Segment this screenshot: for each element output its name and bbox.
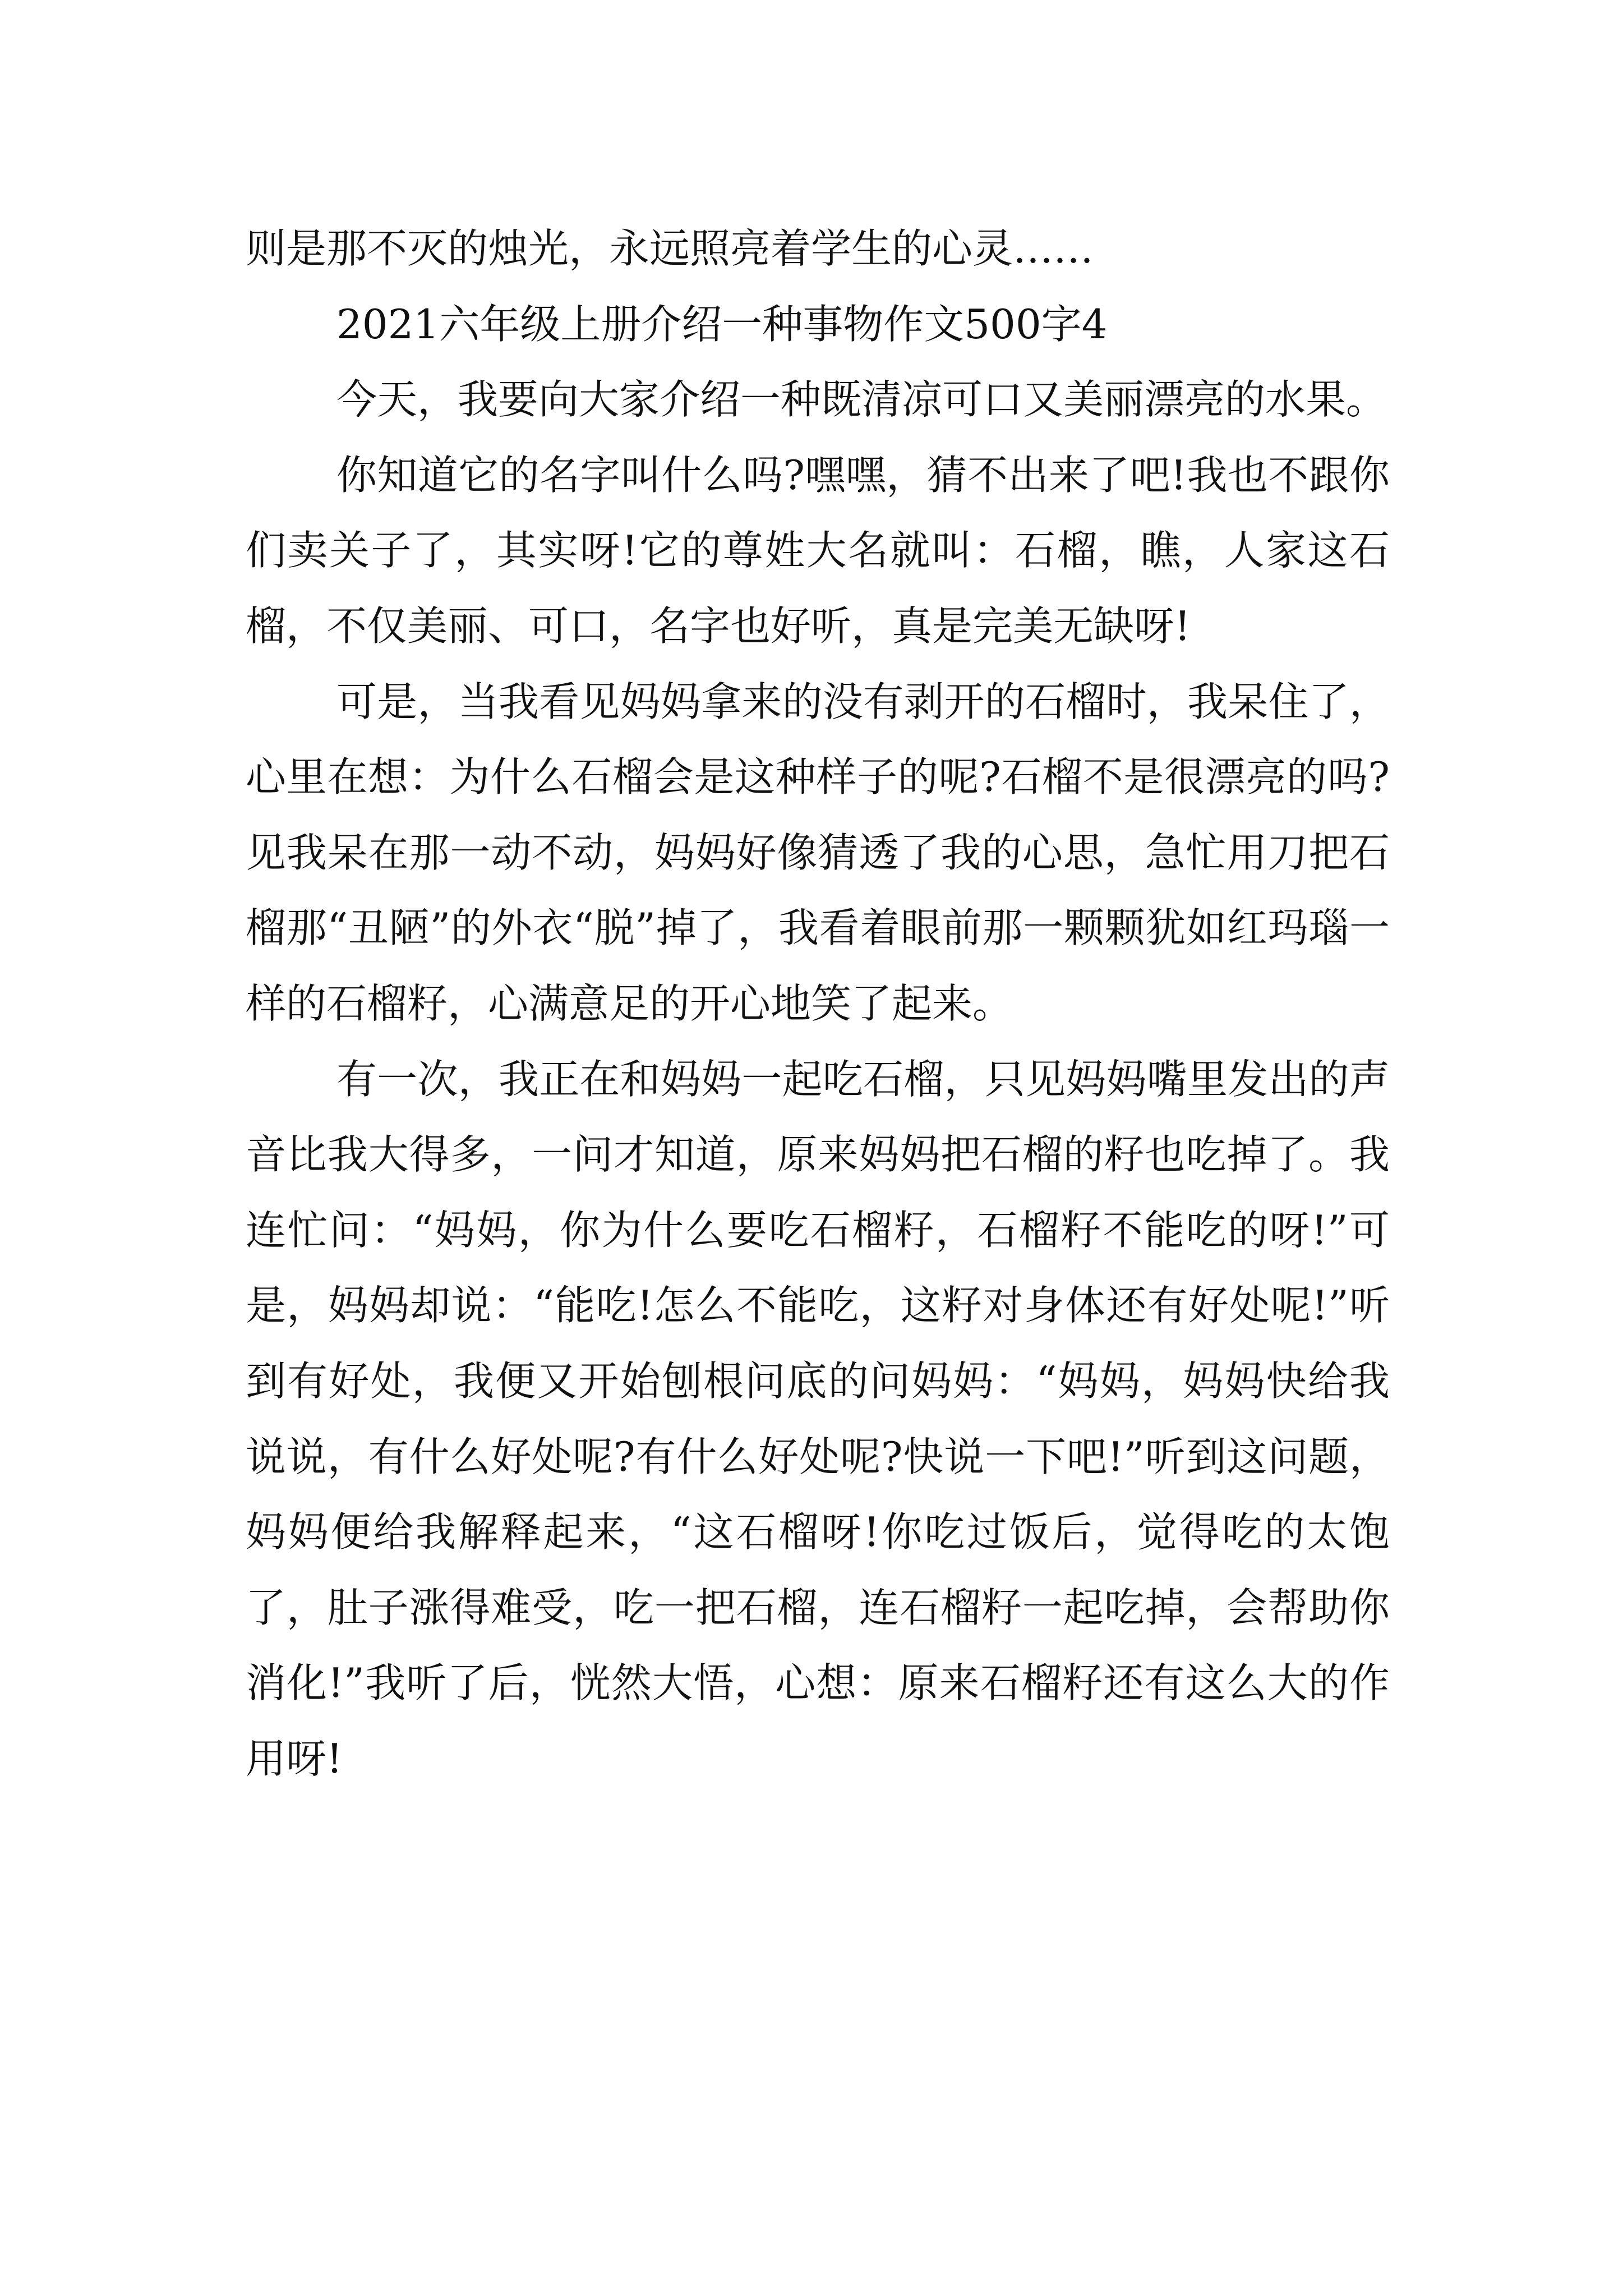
- paragraph-seeds: 有一次，我正在和妈妈一起吃石榴，只见妈妈嘴里发出的声音比我大得多，一问才知道，原来妈妈把石榴的籽也吃掉了。我连忙问：“妈妈，你为什么要吃石榴籽，石榴籽不能吃的呀!”可是，妈妈却说：“能吃!怎么不能吃，这籽对身体还有好处呢!”听到有好处，我便又开始刨根问底的问妈妈：“妈妈，妈妈快给我说说，有什么好处呢?有什么好处呢?快说一下吧!”听到这问题，妈妈便给我解释起来，“这石榴呀!你吃过饭后，觉得吃的太饱了，肚子涨得难受，吃一把石榴，连石榴籽一起吃掉，会帮助你消化!”我听了后，恍然大悟，心想：原来石榴籽还有这么大的作用呀!: [246, 1055, 1390, 1782]
- paragraph-intro: 今天，我要向大家介绍一种既清凉可口又美丽漂亮的水果。: [336, 376, 1387, 424]
- essay-body: [246, 211, 1390, 1796]
- paragraph-name: 你知道它的名字叫什么吗?嘿嘿，猜不出来了吧!我也不跟你们卖关子了，其实呀!它的尊姓大名就叫：石榴，瞧，人家这石榴，不仅美丽、可口，名字也好听，真是完美无缺呀!: [246, 451, 1390, 650]
- paragraph-peeling: 可是，当我看见妈妈拿来的没有剥开的石榴时，我呆住了，心里在想：为什么石榴会是这种样子的呢?石榴不是很漂亮的吗?见我呆在那一动不动，妈妈好像猜透了我的心思，急忙用刀把石榴那“丑陋”的外衣“脱”掉了，我看着眼前那一颗颗犹如红玛瑙一样的石榴籽，心满意足的开心地笑了起来。: [246, 678, 1390, 1027]
- paragraph-continuation: 则是那不灭的烛光，永远照亮着学生的心灵……: [246, 225, 1094, 272]
- essay-title: 2021六年级上册介绍一种事物作文500字4: [336, 300, 1108, 348]
